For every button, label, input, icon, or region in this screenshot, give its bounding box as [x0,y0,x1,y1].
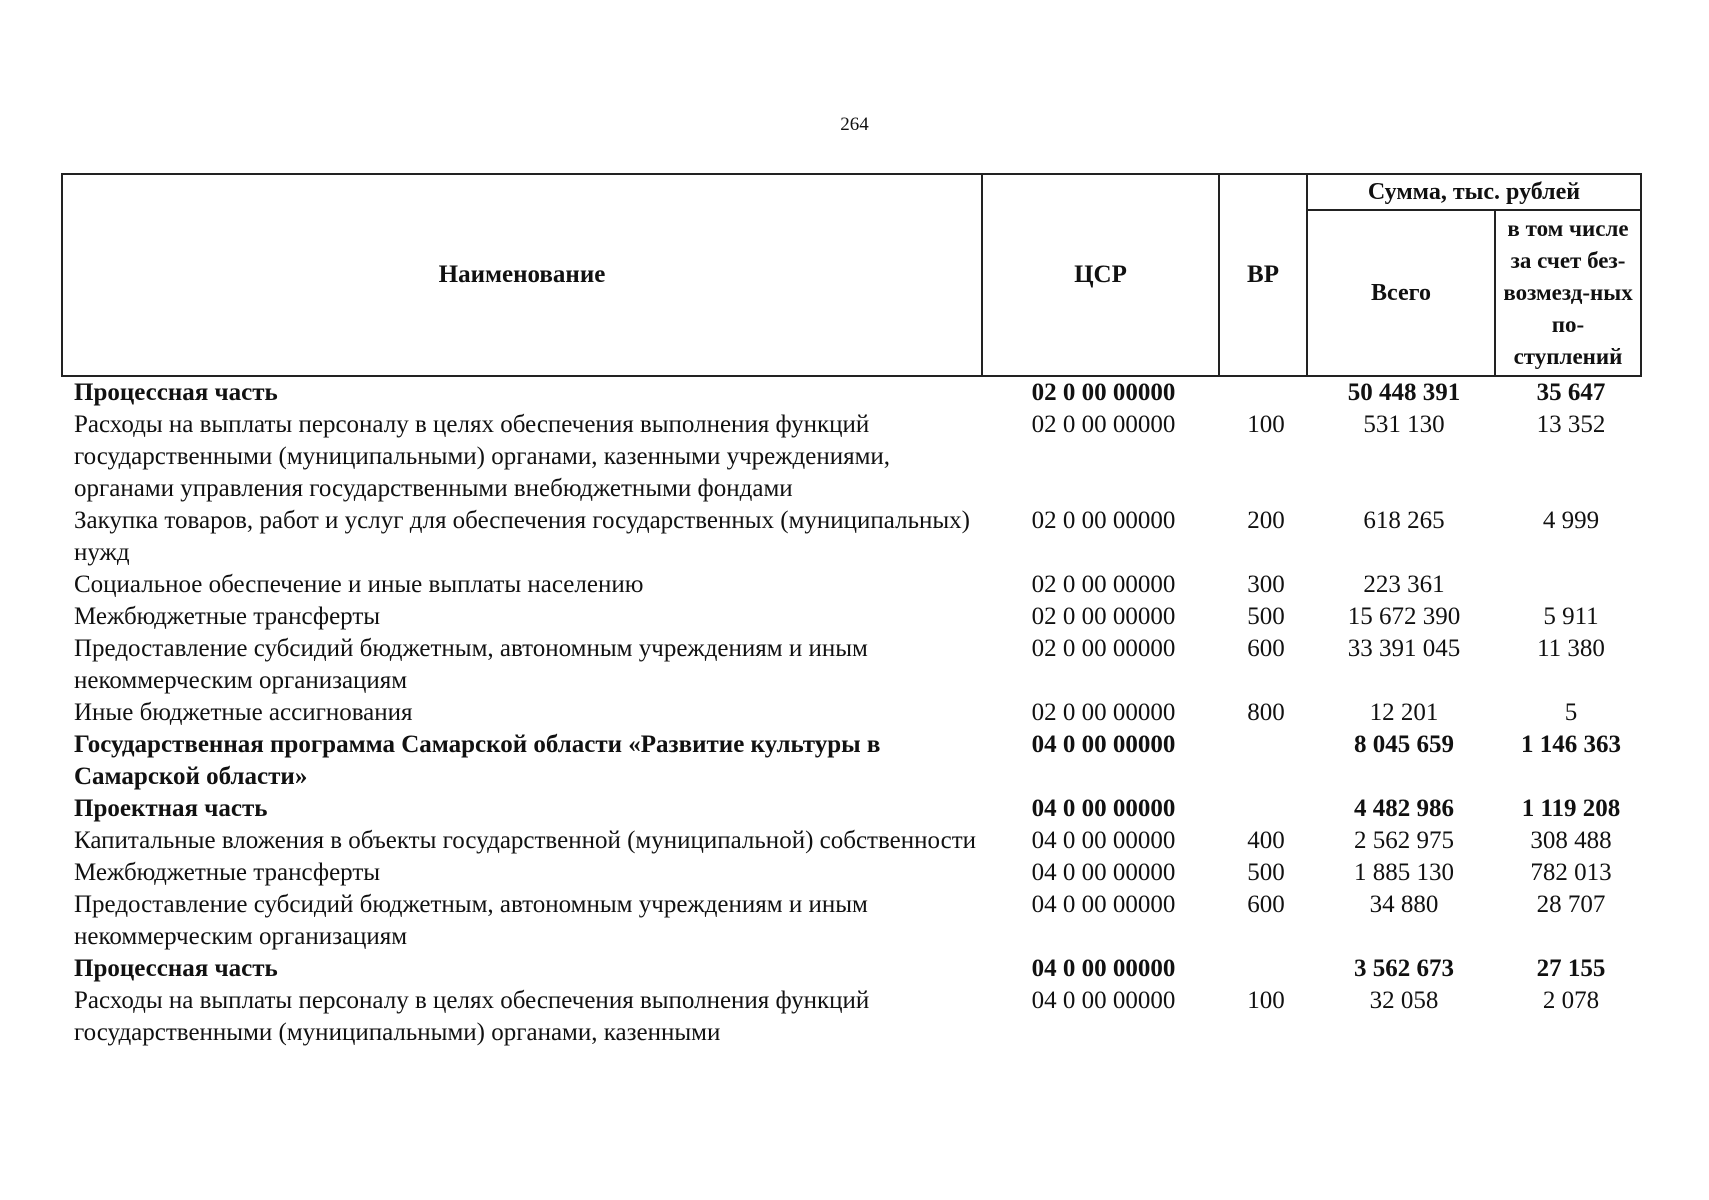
row-total: 618 265 [1363,507,1445,534]
row-name: Закупка товаров, работ и услуг для обеспечения государственных (муниципальных) нужд [74,507,970,566]
row-name: Иные бюджетные ассигнования [74,699,413,726]
table-body [62,376,1641,1049]
table-row [62,409,1641,505]
row-free: 4 999 [1542,507,1600,534]
row-csr: 02 0 00 00000 [1031,699,1176,726]
row-vr: 500 [1247,859,1285,886]
row-csr: 04 0 00 00000 [1031,859,1176,886]
row-total: 223 361 [1363,571,1445,598]
row-free: 308 488 [1530,827,1612,854]
row-free: 5 911 [1543,603,1599,630]
row-csr: 04 0 00 00000 [1031,891,1176,918]
row-vr: 100 [1247,987,1285,1014]
row-total: 12 201 [1369,699,1439,726]
row-free: 5 [1564,699,1578,726]
header-sum-group: Сумма, тыс. рублей [1307,174,1641,210]
row-csr: 02 0 00 00000 [1031,603,1176,630]
budget-table [61,173,1642,1049]
table-row [62,633,1641,697]
table-row [62,889,1641,953]
row-free: 1 119 208 [1521,795,1621,822]
row-free [1495,569,1641,601]
row-free: 27 155 [1536,955,1606,982]
row-csr: 04 0 00 00000 [1031,827,1176,854]
row-vr: 600 [1247,635,1285,662]
row-vr: 400 [1247,827,1285,854]
row-free: 1 146 363 [1521,731,1621,758]
row-free: 13 352 [1536,411,1606,438]
row-free: 2 078 [1542,987,1600,1014]
row-csr: 04 0 00 00000 [1031,987,1176,1014]
row-name: Капитальные вложения в объекты государственной (муниципальной) собственности [74,827,977,854]
row-vr [1219,729,1307,793]
row-total: 8 045 659 [1354,731,1454,758]
row-free: 35 647 [1536,379,1606,406]
page-number: 264 [840,114,869,135]
header-total: Всего [1307,210,1495,376]
row-free: 782 013 [1530,859,1612,886]
table-row [62,569,1641,601]
row-total: 15 672 390 [1347,603,1461,630]
row-total: 1 885 130 [1354,859,1454,886]
row-vr: 300 [1247,571,1285,598]
table-header [62,174,1641,376]
header-free: в том числе за счет без-возмезд-ных по-ступлений [1495,210,1641,376]
row-name: Межбюджетные трансферты [74,859,381,886]
row-name: Расходы на выплаты персоналу в целях обеспечения выполнения функций государственными (муниципальными) органами, казенными [74,987,870,1046]
row-name: Предоставление субсидий бюджетным, автономным учреждениям и иным некоммерческим организациям [74,891,868,950]
row-total: 2 562 975 [1354,827,1454,854]
table-row [62,857,1641,889]
row-name: Межбюджетные трансферты [74,603,381,630]
row-vr [1219,793,1307,825]
row-total: 531 130 [1363,411,1445,438]
row-vr: 100 [1247,411,1285,438]
row-free: 28 707 [1536,891,1606,918]
row-total: 4 482 986 [1354,795,1454,822]
row-total: 50 448 391 [1347,379,1461,406]
row-total: 34 880 [1369,891,1439,918]
row-total: 33 391 045 [1347,635,1461,662]
row-total: 3 562 673 [1354,955,1454,982]
row-csr: 02 0 00 00000 [1031,411,1176,438]
row-csr: 02 0 00 00000 [1031,635,1176,662]
header-vr: ВР [1219,174,1307,376]
table-row [62,505,1641,569]
row-name: Процессная часть [74,955,278,982]
row-csr: 02 0 00 00000 [1031,507,1176,534]
row-csr: 04 0 00 00000 [1031,731,1176,758]
row-name: Предоставление субсидий бюджетным, автономным учреждениям и иным некоммерческим организациям [74,635,868,694]
table-row [62,601,1641,633]
row-vr: 200 [1247,507,1285,534]
row-name: Социальное обеспечение и иные выплаты населению [74,571,644,598]
row-csr: 02 0 00 00000 [1031,379,1176,406]
table-row [62,376,1641,409]
row-name: Проектная часть [74,795,268,822]
table-row [62,793,1641,825]
row-vr: 500 [1247,603,1285,630]
row-name: Расходы на выплаты персоналу в целях обеспечения выполнения функций государственными (муниципальными) органами, казенными учреждениями, органами управления государственными внебюджетными фондами [74,411,891,502]
table-row [62,985,1641,1049]
table-row [62,825,1641,857]
row-csr: 04 0 00 00000 [1031,795,1176,822]
row-csr: 04 0 00 00000 [1031,955,1176,982]
row-free: 11 380 [1537,635,1605,662]
header-csr: ЦСР [982,174,1219,376]
header-name: Наименование [62,174,982,376]
row-total: 32 058 [1369,987,1439,1014]
row-name: Государственная программа Самарской области «Развитие культуры в Самарской области» [74,731,881,790]
table-row [62,729,1641,793]
row-vr [1219,376,1307,409]
row-vr: 600 [1247,891,1285,918]
table-row [62,953,1641,985]
row-csr: 02 0 00 00000 [1031,571,1176,598]
row-name: Процессная часть [74,379,278,406]
row-vr [1219,953,1307,985]
table-row [62,697,1641,729]
row-vr: 800 [1247,699,1285,726]
